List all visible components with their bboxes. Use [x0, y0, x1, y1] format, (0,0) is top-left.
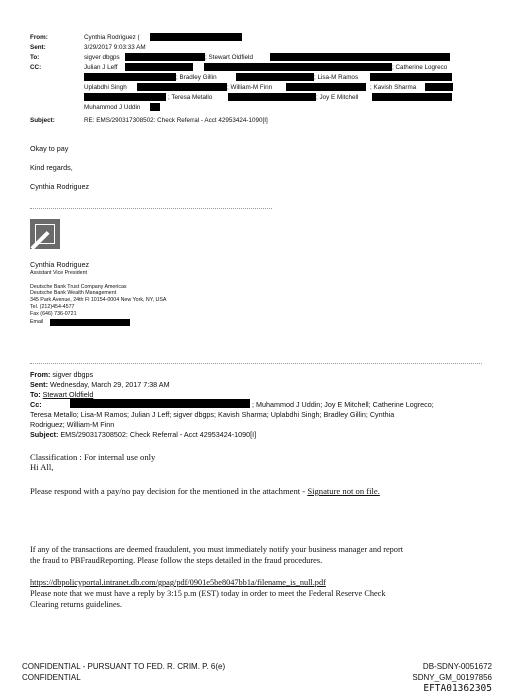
greeting-text: Hi All, — [30, 462, 54, 472]
signature-email-label: Email — [30, 319, 44, 325]
redaction-bar — [125, 63, 193, 71]
redaction-bar — [70, 399, 250, 408]
note-line-1: Please note that we must have a reply by 3:15 p.m (EST) today in order to meet the Federal Reserve Check — [30, 589, 386, 598]
orig-to-value[interactable]: Stewart Oldfield — [42, 390, 94, 399]
signature-company-1: Deutsche Bank Trust Company Americas — [30, 284, 127, 290]
orig-sent-value: Wednesday, March 29, 2017 7:38 AM — [49, 380, 170, 389]
reply-line-2: Kind regards, — [30, 163, 73, 172]
cc-lisa: ; Lisa-M Ramos — [314, 74, 359, 81]
footer-bates-1: DB-SDNY-0051672 — [422, 662, 492, 671]
orig-sent-label: Sent: — [30, 380, 48, 389]
policy-portal-link[interactable]: https://dbpolicyportal.intranet.db.com/gpag/pdf/0901e5be8047bb1a/filename_is_null.pdf — [30, 578, 326, 587]
redaction-bar — [84, 73, 176, 81]
orig-cc-label: Cc: — [30, 400, 42, 409]
request-text: Please respond with a pay/no pay decision for the mentioned in the attachment - — [30, 486, 308, 496]
orig-subject-value: EMS/290317308502: Check Referral - Acct 42953424-1090[I] — [60, 430, 257, 439]
fraud-line-2: the fraud to PBFraudReporting. Please follow the steps detailed in the fraud procedures. — [30, 556, 323, 565]
cc-catherine: ; Catherine Logreco — [392, 64, 448, 71]
subject-label: Subject: — [30, 117, 55, 124]
to-label: To: — [30, 54, 40, 61]
reply-line-3: Cynthia Rodriguez — [30, 182, 90, 191]
redaction-bar — [204, 63, 392, 71]
orig-cc-line-1: ; Muhammod J Uddin; Joy E Mitchell; Catherine Logreco; — [252, 400, 434, 409]
redaction-bar — [370, 73, 452, 81]
orig-to-label: To: — [30, 390, 41, 399]
cc-william: ; William-M Finn — [227, 84, 273, 91]
signature-not-on-file-link[interactable]: Signature not on file. — [307, 486, 380, 496]
cc-muhammod: Muhammod J Uddin — [84, 104, 141, 111]
cc-teresa: ; Teresa Metallo — [168, 94, 213, 101]
note-line-2: Clearing returns guidelines. — [30, 600, 122, 609]
redaction-bar — [425, 83, 453, 91]
cc-label: CC: — [30, 64, 42, 71]
footer-efta-number: EFTA01362305 — [423, 683, 492, 694]
redaction-bar — [270, 53, 450, 61]
separator — [30, 363, 482, 364]
reply-line-1: Okay to pay — [30, 144, 69, 153]
subject-value: RE: EMS/290317308502: Check Referral - Acct 42953424-1090[I] — [84, 117, 268, 124]
redaction-bar — [84, 93, 166, 101]
cc-julian: Julian J Leff — [84, 64, 118, 71]
redaction-bar — [150, 33, 242, 41]
orig-cc-line-2: Teresa Metallo; Lisa-M Ramos; Julian J Leff; sigver dbgps; Kavish Sharma; Uplabdhi Singh; Bradley Gillin; Cynthia — [30, 410, 395, 419]
orig-cc-line-3: Rodriguez; William-M Finn — [30, 420, 115, 429]
signature-name: Cynthia Rodriguez — [30, 260, 90, 269]
signature-title: Assistant Vice President — [30, 270, 88, 276]
fraud-line-1: If any of the transactions are deemed fraudulent, you must immediately notify your business manager and report — [30, 545, 404, 554]
redaction-bar — [372, 93, 452, 101]
signature-tel: Tel. (212)454-4577 — [30, 304, 75, 310]
signature-address: 345 Park Avenue, 24th Fl 10154-0004 New York, NY, USA — [30, 297, 167, 303]
redaction-bar — [228, 93, 316, 101]
signature-company-2: Deutsche Bank Wealth Management — [30, 290, 117, 296]
orig-from-value: sigver dbgps — [52, 370, 94, 379]
cc-joy: ; Joy E Mitchell — [316, 94, 359, 101]
to-value-2: ; Stewart Oldfield — [205, 54, 253, 61]
orig-subject-label: Subject: — [30, 430, 59, 439]
redaction-bar — [286, 83, 366, 91]
redaction-bar — [150, 103, 160, 111]
footer-bates-2: SDNY_GM_00197856 — [412, 673, 492, 682]
classification-text: Classification : For internal use only — [30, 452, 156, 462]
orig-from-label: From: — [30, 370, 51, 379]
footer-confidential: CONFIDENTIAL — [22, 673, 81, 682]
from-label: From: — [30, 34, 48, 41]
separator — [30, 208, 272, 209]
cc-uplabdhi: Uplabdhi Singh — [84, 84, 127, 91]
redaction-bar — [50, 319, 130, 326]
footer-confidential-rule: CONFIDENTIAL - PURSUANT TO FED. R. CRIM. P. 6(e) — [22, 662, 226, 671]
sent-label: Sent: — [30, 44, 46, 51]
redaction-bar — [125, 53, 205, 61]
deutsche-bank-logo-icon — [30, 219, 60, 249]
cc-bradley: ; Bradley Gillin — [176, 74, 217, 81]
signature-fax: Fax (646) 736-0721 — [30, 311, 77, 317]
to-value-1: sigver dbgps — [84, 54, 120, 61]
redaction-bar — [236, 73, 314, 81]
sent-value: 3/29/2017 9:03:33 AM — [84, 44, 146, 51]
from-value: Cynthia Rodriguez ( — [84, 34, 140, 41]
cc-kavish: ; Kavish Sharma — [370, 84, 417, 91]
redaction-bar — [137, 83, 227, 91]
